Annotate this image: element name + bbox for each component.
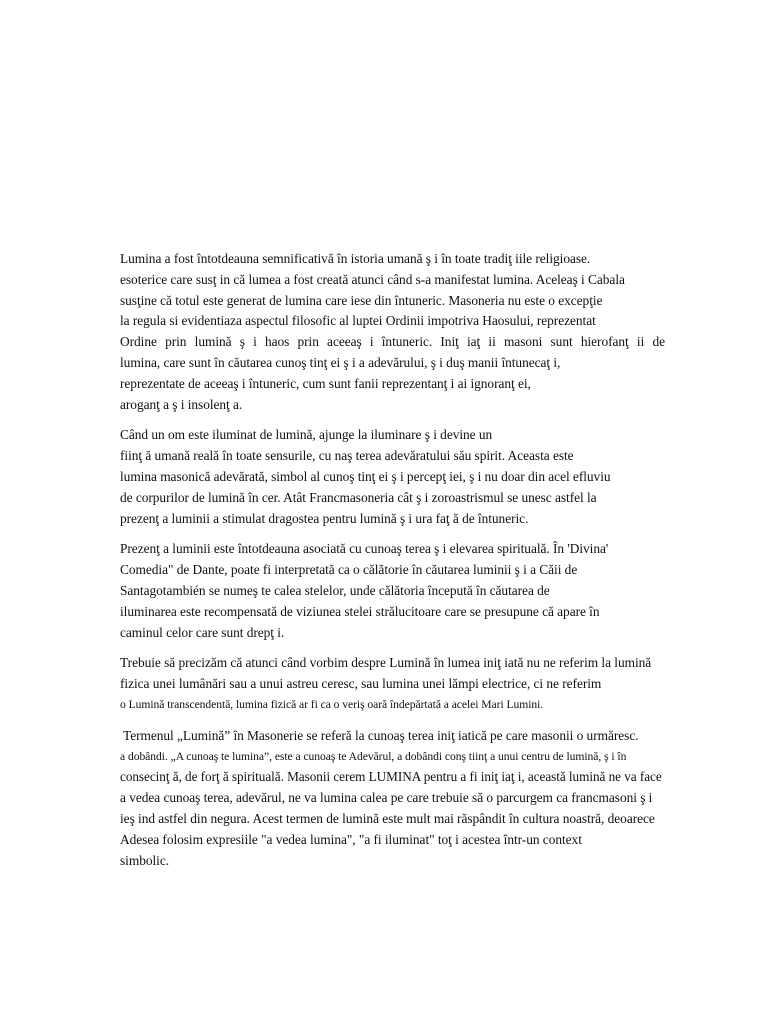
paragraph-3: [120, 539, 665, 643]
text-line: prezenţ a luminii a stimulat dragostea pentru lumină ş i ura faţ ă de întuneric.: [120, 510, 529, 526]
text-line: simbolic.: [120, 852, 170, 868]
paragraph-2: [120, 425, 665, 529]
text-line: iluminarea este recompensată de viziunea stelei strălucitoare care se presupune că apare în: [120, 603, 600, 619]
document-body: [120, 249, 665, 881]
text-line: la regula si evidentiaza aspectul filosofic al luptei Ordinii impotriva Haosului, reprezentat: [120, 313, 596, 329]
text-line: aroganţ a ş i insolenţ a.: [120, 396, 243, 412]
text-line: ieş ind astfel din negura. Acest termen de lumină este mult mai răspândit în cultura noastră, deoarece: [120, 810, 655, 826]
paragraph-1: [120, 249, 665, 415]
text-line: Ordine prin lumină ş i haos prin aceeaş i întuneric. Iniţ iaţ ii masoni sunt hierofanţ ii de: [120, 334, 665, 350]
text-line: lumina masonică adevărată, simbol al cunoş tinţ ei ş i percepţ iei, ş i nu doar din acel efluviu: [120, 468, 611, 484]
text-line: Trebuie să precizăm că atunci când vorbim despre Lumină în lumea iniţ iată nu ne referim la lumină: [120, 655, 652, 671]
text-line: Prezenţ a luminii este întotdeauna asociată cu cunoaş terea ş i elevarea spirituală. În 'Divina': [120, 541, 609, 557]
text-line: a dobândi. „A cunoaş te lumina”, este a cunoaş te Adevărul, a dobândi conş tiinţ a unui centru de lumină, ş i în: [120, 749, 627, 763]
text-line: consecinţ ă, de forţ ă spirituală. Masonii cerem LUMINA pentru a fi iniţ iaţ i, această lumină ne va face: [120, 769, 662, 785]
text-line: a vedea cunoaş terea, adevărul, ne va lumina calea pe care trebuie să o parcurgem ca francmasoni ş i: [120, 790, 653, 806]
text-line: susţine că totul este generat de lumina care iese din întuneric. Masoneria nu este o excepţie: [120, 292, 603, 308]
text-line: de corpurilor de lumină în cer. Atât Francmasoneria cât ş i zoroastrismul se unesc astfel la: [120, 489, 597, 505]
text-line: Când un om este iluminat de lumină, ajunge la iluminare ş i devine un: [120, 427, 493, 443]
paragraph-4: [120, 653, 665, 715]
text-line: reprezentate de aceeaş i întuneric, cum sunt fanii reprezentanţ i ai ignoranţ ei,: [120, 375, 531, 391]
paragraph-5: [120, 726, 665, 872]
text-line: Adesea folosim expresiile "a vedea lumina", "a fi iluminat" toţ i acestea într-un context: [120, 831, 582, 847]
text-line: Santagotambién se numeş te calea stelelor, unde călătoria începută în căutarea de: [120, 582, 550, 598]
text-line: esoterice care susţ in că lumea a fost creată atunci când s-a manifestat lumina. Aceleaş i Cabala: [120, 271, 625, 287]
text-line: caminul celor care sunt drepţ i.: [120, 624, 285, 640]
text-line: fizica unei lumânări sau a unui astreu ceresc, sau lumina unei lămpi electrice, ci ne referim: [120, 676, 602, 692]
text-line: Lumina a fost întotdeauna semnificativă în istoria umană ş i în toate tradiţ iile religioase.: [120, 251, 591, 266]
text-line: lumina, care sunt în căutarea cunoş tinţ ei ş i a adevărului, ş i duş manii întunecaţ i,: [120, 354, 561, 370]
text-line: o Lumină transcendentă, lumina fizică ar fi ca o veriş oară îndepărtată a acelei Mari Lumini.: [120, 697, 544, 711]
text-line: Comedia" de Dante, poate fi interpretată ca o călătorie în căutarea luminii ş i a Căii de: [120, 562, 578, 578]
text-line: Termenul „Lumină” în Masonerie se referă la cunoaş terea iniţ iatică pe care masonii o urmăresc.: [123, 727, 639, 743]
text-line: fiinţ ă umană reală în toate sensurile, cu naş terea adevăratului său spirit. Aceasta este: [120, 448, 574, 464]
